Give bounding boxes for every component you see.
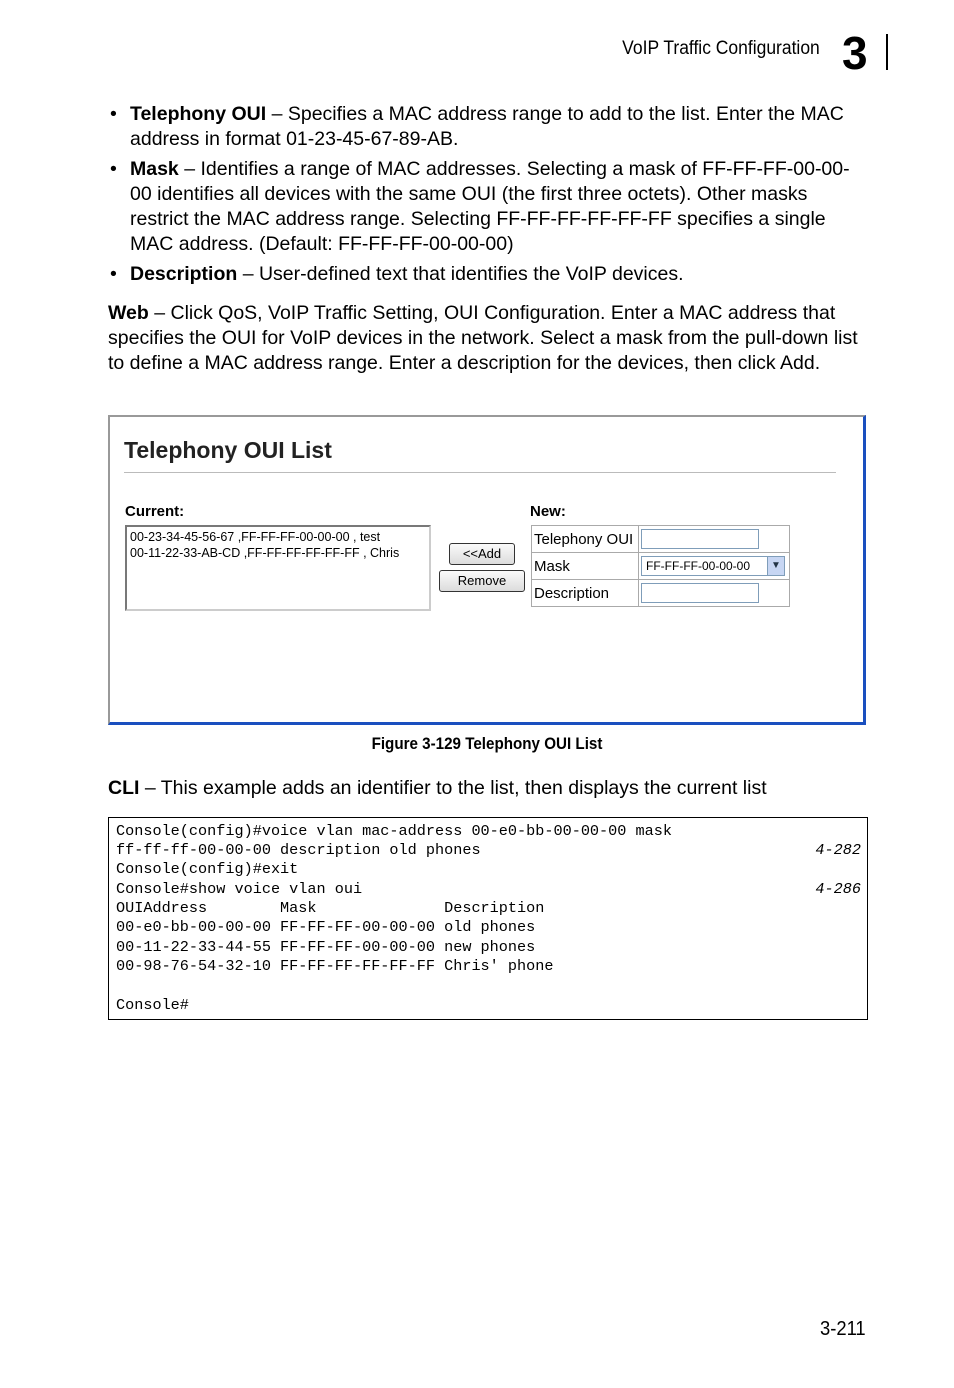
chapter-bar (886, 34, 888, 70)
mask-select-value: FF-FF-FF-00-00-00 (646, 559, 751, 573)
bullet-dot: • (110, 158, 117, 180)
parameter-list (108, 102, 868, 292)
bullet-term: Description (130, 263, 238, 285)
bullet-description (108, 262, 868, 287)
cli-line: Console(config)#voice vlan mac-address 00-e0-bb-00-00-00 mask (116, 822, 672, 840)
chevron-down-icon[interactable]: ▼ (767, 557, 784, 575)
web-term: Web (108, 302, 149, 324)
running-header: VoIP Traffic Configuration (622, 38, 820, 59)
web-paragraph (108, 301, 868, 376)
cli-text: – This example adds an identifier to the list, then displays the current list (139, 777, 767, 799)
new-label: New: (530, 503, 566, 520)
bullet-mask (108, 157, 868, 257)
cli-line: ff-ff-ff-00-00-00 description old phones (116, 841, 481, 859)
cli-page-ref: 4-282 (815, 841, 861, 859)
chapter-number: 3 (842, 27, 868, 79)
bullet-dot: • (110, 263, 117, 285)
telephony-oui-input[interactable] (641, 529, 759, 549)
bullet-dot: • (110, 103, 117, 125)
title-divider (124, 472, 836, 473)
current-oui-listbox[interactable] (125, 525, 431, 611)
bullet-text: – Identifies a range of MAC addresses. Selecting a mask of FF-FF-FF-00-00-00 identifies all devices with the same OUI (the first three octets). Other masks restrict the MAC address range. Selecting FF-FF-FF-FF-FF-FF specifies a single MAC address. (Default: FF-FF-FF-00-00-00) (130, 158, 850, 255)
bullet-text: – User-defined text that identifies the VoIP devices. (237, 263, 684, 285)
cli-line: 00-98-76-54-32-10 FF-FF-FF-FF-FF-FF Chris' phone (116, 957, 554, 975)
cli-line: Console# (116, 996, 189, 1014)
mask-select[interactable] (641, 556, 785, 576)
web-text: – Click QoS, VoIP Traffic Setting, OUI Configuration. Enter a MAC address that specifies the OUI for VoIP devices in the network. Select a mask from the pull-down list to define a MAC address range. Enter a description for the devices, then click Add. (108, 302, 858, 374)
cli-example-box (108, 817, 868, 1020)
remove-button[interactable]: Remove (439, 570, 525, 592)
cli-line: 00-e0-bb-00-00-00 FF-FF-FF-00-00-00 old phones (116, 918, 536, 936)
screenshot-title: Telephony OUI List (124, 437, 332, 463)
oui-list-screenshot (108, 415, 866, 725)
bullet-telephony-oui (108, 102, 868, 152)
mask-label: Mask (532, 553, 639, 580)
cli-page-ref: 4-286 (815, 880, 861, 898)
telephony-oui-label: Telephony OUI (532, 526, 639, 553)
description-label: Description (532, 580, 639, 607)
bullet-term: Telephony OUI (130, 103, 267, 125)
cli-paragraph (108, 776, 868, 801)
cli-line: OUIAddress Mask Description (116, 899, 545, 917)
bullet-term: Mask (130, 158, 179, 180)
current-label: Current: (125, 503, 185, 520)
cli-line: 00-11-22-33-44-55 FF-FF-FF-00-00-00 new phones (116, 938, 536, 956)
bullet-text: – Specifies a MAC address range to add to the list. Enter the MAC address in format 01-23-45-67-89-AB. (130, 103, 844, 150)
page-number: 3-211 (820, 1318, 866, 1340)
list-item[interactable]: 00-23-34-45-56-67 ,FF-FF-FF-00-00-00 , test (130, 530, 381, 544)
add-button[interactable]: <<Add (449, 543, 515, 565)
description-input[interactable] (641, 583, 759, 603)
list-item[interactable]: 00-11-22-33-AB-CD ,FF-FF-FF-FF-FF-FF , Chris (130, 546, 400, 560)
cli-line: Console#show voice vlan oui (116, 880, 363, 898)
figure-caption: Figure 3-129 Telephony OUI List (371, 735, 603, 753)
new-entry-form (531, 525, 790, 607)
cli-term: CLI (108, 777, 140, 799)
cli-line: Console(config)#exit (116, 860, 299, 878)
